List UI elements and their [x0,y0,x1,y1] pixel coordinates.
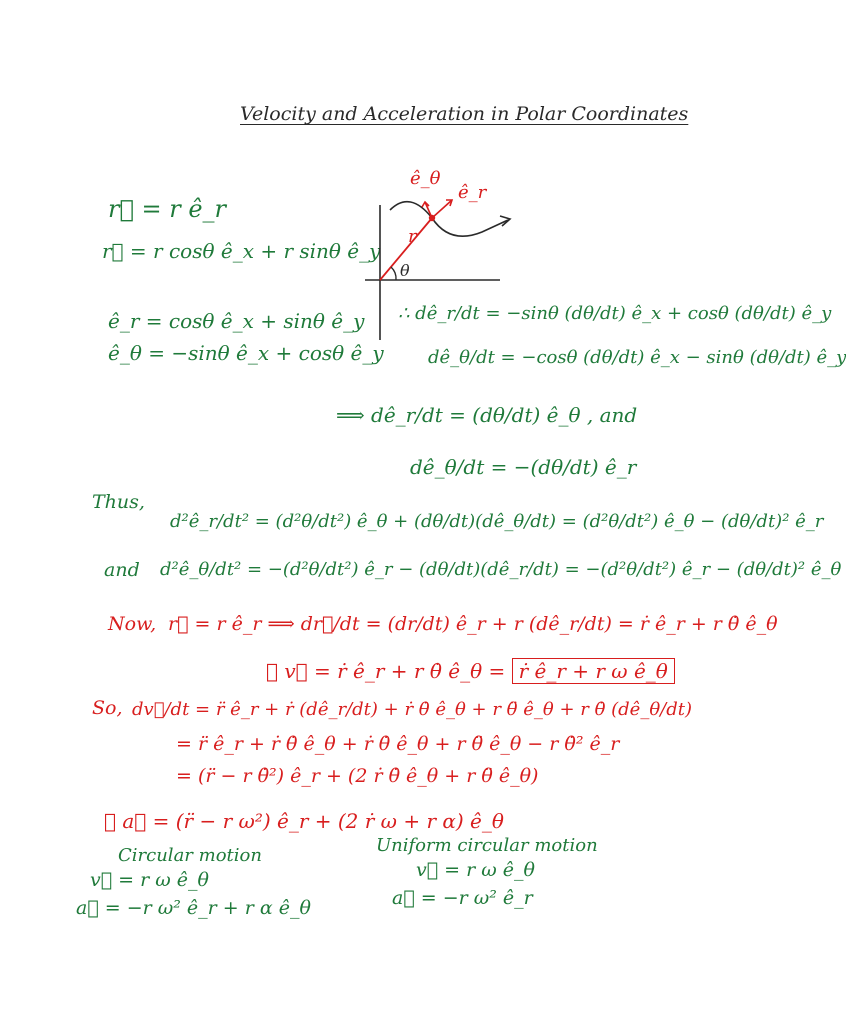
velocity-result-eq [266,660,675,682]
acceleration-step-2-eq: = r̈ ê_r + ṙ θ̇ ê_θ + ṙ θ̇ ê_θ + r θ̈ ê_θ − r θ̇² ê_r [176,733,620,755]
acceleration-result-eq: ∴ a⃗ = (r̈ − r ω²) ê_r + (2 ṙ ω + r α) ê_θ [104,809,504,833]
derivative-etheta-short-eq: dê_θ/dt = −(dθ/dt) ê_r [410,455,637,479]
derivative-er-short-eq: ⟹ dê_r/dt = (dθ/dt) ê_θ , and [336,403,638,427]
position-vector-eq: r⃗ = r ê_r [108,195,227,223]
derivative-er-eq: ∴ dê_r/dt = −sinθ (dθ/dt) ê_x + cosθ (dθ/dt) ê_y [398,303,832,324]
circular-velocity-eq: v⃗ = r ω ê_θ [90,869,209,891]
uniform-acceleration-eq: a⃗ = −r ω² ê_r [392,887,533,909]
page-title: Velocity and Acceleration in Polar Coordinates [240,103,689,125]
diagram-label-r: r [408,226,417,247]
unit-vector-etheta-eq: ê_θ = −sinθ ê_x + cosθ ê_y [108,341,384,365]
second-derivative-etheta-eq: d²ê_θ/dt² = −(d²θ/dt²) ê_r − (dθ/dt)(dê_r/dt) = −(d²θ/dt²) ê_r − (dθ/dt)² ê_θ [160,559,842,580]
derivative-etheta-eq: dê_θ/dt = −cosθ (dθ/dt) ê_x − sinθ (dθ/dt) ê_y [428,347,846,368]
unit-vector-er-eq: ê_r = cosθ ê_x + sinθ ê_y [108,309,365,333]
position-cartesian-eq: r⃗ = r cosθ ê_x + r sinθ ê_y [102,239,381,263]
acceleration-step-1-eq: dv⃗/dt = r̈ ê_r + ṙ (dê_r/dt) + ṙ θ̇ ê_θ + r θ̈ ê_θ + r θ̇ (dê_θ/dt) [132,699,693,720]
uniform-velocity-eq: v⃗ = r ω ê_θ [416,859,535,881]
diagram-label-theta: θ [400,261,410,280]
acceleration-step-3-eq: = (r̈ − r θ̇²) ê_r + (2 ṙ θ̇ ê_θ + r θ̈ ê_θ) [176,765,539,787]
diagram-label-e-theta: ê_θ [410,168,441,189]
circular-acceleration-eq: a⃗ = −r ω² ê_r + r α ê_θ [76,897,311,919]
diagram-label-e-r: ê_r [458,182,487,203]
so-label: So, [92,697,123,719]
now-label: Now, [108,613,157,635]
second-derivative-er-eq: d²ê_r/dt² = (d²θ/dt²) ê_θ + (dθ/dt)(dê_θ/dt) = (d²θ/dt²) ê_θ − (dθ/dt)² ê_r [170,511,824,532]
velocity-derivation-eq: r⃗ = r ê_r ⟹ dr⃗/dt = (dr/dt) ê_r + r (dê_r/dt) = ṙ ê_r + r θ̇ ê_θ [168,613,778,635]
circular-motion-heading: Circular motion [118,845,262,866]
thus-label: Thus, [92,491,145,513]
and-label: and [104,559,140,581]
velocity-result-lhs: ∴ v⃗ = ṙ ê_r + r θ̇ ê_θ = [266,659,506,683]
velocity-result-boxed: ṙ ê_r + r ω ê_θ [512,658,675,684]
uniform-circular-heading: Uniform circular motion [376,835,598,856]
